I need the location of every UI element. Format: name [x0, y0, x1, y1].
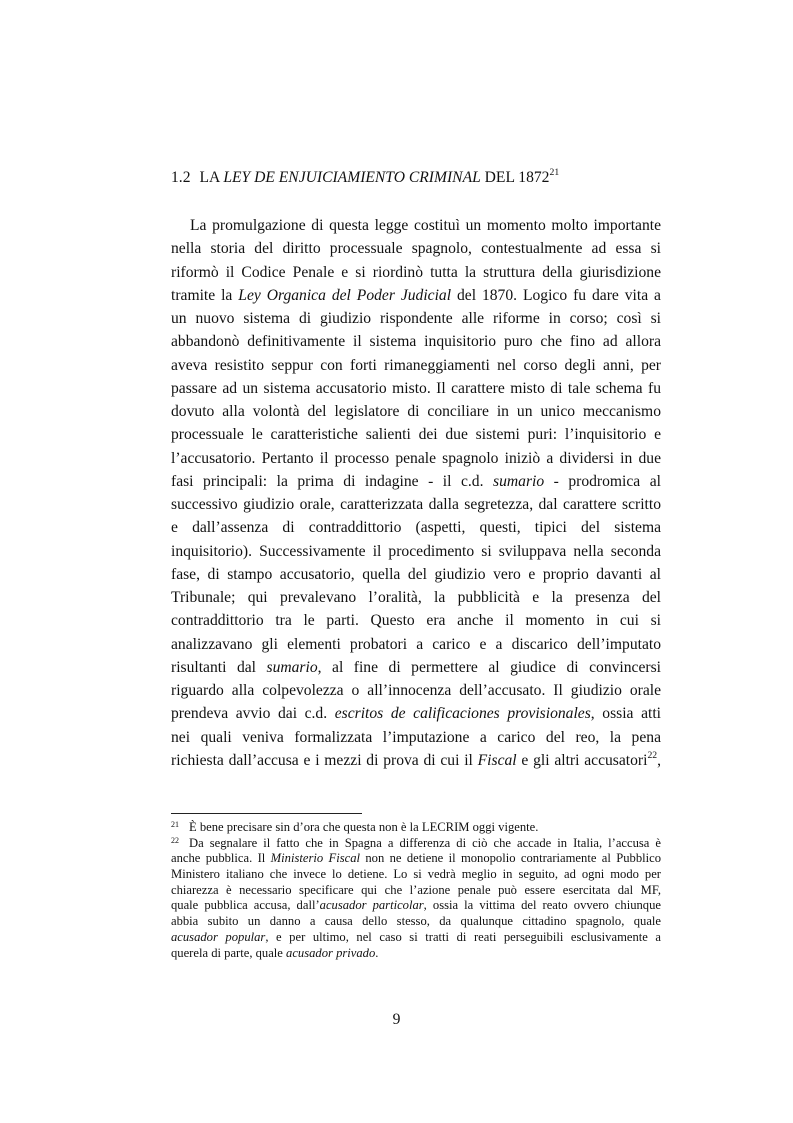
italic-run: escritos de calificaciones provisionales: [334, 705, 591, 723]
text-run: dovuto alla volontà del legislatore di conciliare in un unico meccanismo: [171, 403, 661, 420]
text-run: fasi principali: la prima di indagine - il c.d.: [171, 472, 494, 490]
footnote-22-line: [171, 851, 661, 867]
text-run: tramite la: [171, 286, 239, 304]
footnote-separator: [171, 813, 362, 814]
section-heading: [171, 168, 671, 188]
footnote-22-line: [171, 898, 661, 914]
body-line: [171, 563, 661, 586]
body-line: [171, 377, 661, 400]
text-run: , al fine di permettere al giudice di convincersi: [317, 658, 661, 676]
footnote-mark: 21: [171, 820, 179, 829]
italic-run: sumario: [266, 658, 318, 676]
text-run: abbia subito un danno a causa dello stesso, da qualunque cittadino spagnolo, quale: [171, 914, 661, 929]
body-line: [171, 540, 661, 563]
text-run: del 1870. Logico fu dare vita a: [451, 286, 661, 304]
footnote-21: [171, 820, 661, 836]
body-line: [171, 493, 661, 516]
footnote-mark: 22: [171, 835, 179, 845]
heading-prefix: LA: [199, 169, 224, 186]
body-line: [171, 470, 661, 493]
text-run: contraddittorio tra le parti. Questo era anche il momento in cui si: [171, 612, 661, 630]
italic-run: sumario: [493, 472, 545, 490]
text-run: nella storia del diritto processuale spagnolo, contestualmente ad essa si: [171, 240, 661, 258]
text-run: .: [375, 945, 379, 960]
text-run: , e per ultimo, nel caso si tratti di reati perseguibili esclusivamente a: [265, 929, 661, 944]
body-line: [171, 284, 661, 307]
footnote-22-line: [171, 867, 661, 883]
text-run: chiarezza è necessario specificare qui che l’azione penale può essere esercitata dal MF,: [171, 882, 661, 897]
text-run: abbandonò definitivamente il sistema inquisitorio puro che fino ad allora: [171, 333, 661, 351]
text-run: Da segnalare il fatto che in Spagna a differenza di ciò che accade in Italia, l’accusa è: [189, 835, 661, 850]
body-line: [171, 237, 661, 260]
text-run: aveva resistito seppur con forti rimaneggiamenti nel corso degli anni, per: [171, 356, 661, 374]
text-run: non ne detiene il monopolio contrariamente al Pubblico: [360, 851, 662, 866]
footnote-ref-21: 21: [549, 166, 560, 178]
body-line: [171, 609, 661, 632]
footnote-22-line: [171, 883, 661, 899]
text-run: La promulgazione di questa legge costituì un momento molto importante: [190, 217, 661, 234]
body-line: [171, 261, 661, 284]
italic-run: acusador privado: [286, 945, 376, 960]
text-run: riguardo alla colpevolezza o all’innocenza dell’accusato. Il giudizio orale: [171, 682, 661, 699]
body-line: [171, 354, 661, 377]
body-line: [171, 214, 661, 237]
text-run: ,: [657, 751, 662, 769]
body-line: [171, 516, 661, 539]
text-run: successivo giudizio orale, caratterizzata dalla segretezza, dal carattere scritto: [171, 496, 661, 513]
text-run: anche pubblica. Il: [171, 851, 271, 866]
body-line: [171, 586, 661, 609]
text-run: e dall’assenza di contraddittorio (aspetti, questi, tipici del sistema: [171, 519, 661, 537]
text-run: passare ad un sistema accusatorio misto. Il carattere misto di tale schema fu: [171, 379, 661, 397]
text-run: l’accusatorio. Pertanto il processo penale spagnolo iniziò a dividersi in due: [171, 449, 661, 467]
text-run: È bene precisare sin d’ora che questa non è la LECRIM oggi vigente.: [189, 820, 539, 834]
text-run: richiesta dall’accusa e i mezzi di prova di cui il: [171, 751, 478, 769]
footnote-22-line: [171, 914, 661, 930]
body-line: [171, 702, 661, 725]
text-run: Tribunale; qui prevalevano l’oralità, la pubblicità e la presenza del: [171, 589, 661, 606]
section-number: 1.2: [171, 169, 191, 186]
body-line: [171, 656, 661, 679]
footnote-22-line: [171, 930, 661, 946]
text-run: fase, di stampo accusatorio, quella del giudizio vero e proprio davanti al: [171, 565, 661, 583]
italic-run: acusador particolar: [319, 898, 424, 913]
italic-run: acusador popular: [171, 929, 266, 944]
footnotes: [171, 820, 661, 961]
body-line: [171, 400, 661, 423]
text-run: analizzavano gli elementi probatori a carico e a discarico dell’imputato: [171, 635, 661, 653]
text-run: e gli altri accusatori: [516, 751, 648, 769]
body-line: [171, 726, 661, 749]
page-number: 9: [392, 1011, 401, 1028]
footnote-22-line: [171, 946, 661, 962]
text-run: processuale le caratteristiche salienti dei due sistemi puri: l’inquisitorio e: [171, 426, 661, 444]
body-line: [171, 679, 661, 702]
body-line: [171, 633, 661, 656]
footnote-ref-22: 22: [647, 749, 658, 761]
text-run: un nuovo sistema di giudizio rispondente alle riforme in corso; così si: [171, 310, 661, 327]
text-run: - prodromica al: [544, 472, 661, 490]
body-line: [171, 330, 661, 353]
footnote-22-line: [171, 836, 661, 852]
text-run: riformò il Codice Penale e si riordinò tutta la struttura della giurisdizione: [171, 263, 661, 281]
body-line: [171, 447, 661, 470]
text-run: , ossia la vittima del reato ovvero chiunque: [423, 898, 661, 913]
heading-suffix: DEL 1872: [480, 169, 550, 186]
italic-run: Fiscal: [477, 751, 517, 769]
text-run: , ossia atti: [590, 705, 661, 723]
text-run: nei quali veniva formalizzata l’imputazione a carico del reo, la pena: [171, 728, 661, 746]
body-text: [171, 214, 661, 772]
text-run: querela di parte, quale: [171, 945, 287, 960]
italic-run: Ley Organica del Poder Judicial: [238, 286, 452, 304]
text-run: risultanti dal: [171, 658, 267, 676]
body-line: [171, 749, 661, 772]
text-run: prendeva avvio dai c.d.: [171, 705, 335, 723]
body-line: [171, 307, 661, 330]
heading-law-title: LEY DE ENJUICIAMIENTO CRIMINAL: [223, 169, 481, 186]
text-run: inquisitorio). Successivamente il procedimento si sviluppava nella seconda: [171, 542, 661, 560]
text-run: Ministero italiano che invece lo detiene. Lo si vedrà meglio in seguito, ad ogni modo per: [171, 867, 661, 882]
text-run: quale pubblica accusa, dall’: [171, 898, 320, 913]
italic-run: Ministerio Fiscal: [270, 851, 360, 866]
body-line: [171, 423, 661, 446]
